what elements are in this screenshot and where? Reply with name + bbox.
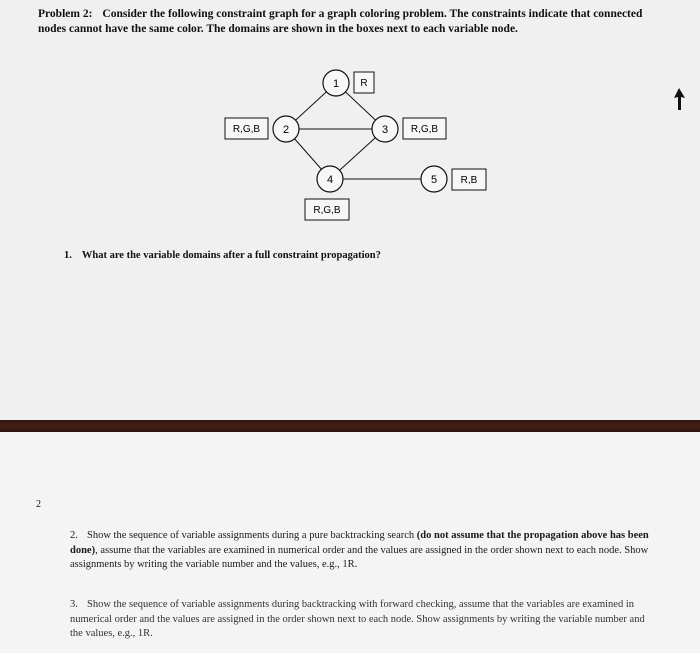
question-2-text-a: Show the sequence of variable assignments during a pure backtracking search [87,530,415,541]
node-2 [273,116,299,142]
domain-box-4 [305,199,349,220]
node-4 [317,166,343,192]
svg-text:2: 2 [282,124,290,136]
problem-text: Consider the following constraint graph for a graph coloring problem. The constraints indicate that connected nodes cannot have the same color. The domains are shown in the boxes next to each variable node. [38,8,643,35]
node-3 [372,116,398,142]
svg-text:R,G,B: R,G,B [313,205,341,216]
svg-text:R: R [360,78,368,89]
question-2-number: 2. [70,530,78,541]
page-divider [0,420,700,432]
svg-text:R,G,B: R,G,B [232,124,261,135]
question-2 [70,529,660,573]
question-3-text: Show the sequence of variable assignments during backtracking with forward checking, assume that the variables are examined in numerical order and the values are assigned in the order shown next to each node. Show assignments by writing the variable number and the values, e.g., 1R. [70,599,645,639]
svg-text:3: 3 [381,124,389,136]
page-number: 2 [36,499,41,510]
svg-text:1: 1 [332,78,340,90]
question-1-text: What are the variable domains after a full constraint propagation? [81,250,381,261]
domain-box-3 [403,118,446,139]
svg-text:R,B: R,B [460,175,478,186]
domain-box-1 [354,72,374,93]
domain-box-5 [452,169,486,190]
constraint-graph [0,0,700,240]
node-5 [421,166,447,192]
domain-box-2 [225,118,268,139]
problem-label: Problem 2: [38,8,93,20]
svg-text:R,G,B: R,G,B [410,124,439,135]
mouse-cursor-icon [673,88,689,112]
question-1 [64,250,381,261]
question-1-number: 1. [64,250,72,261]
node-1 [323,70,349,96]
question-2-bold: (do not assume that the propagation above has been done) [70,530,649,556]
svg-text:5: 5 [430,174,438,186]
question-3-number: 3. [70,599,78,610]
question-3 [70,598,660,642]
question-2-text-b: , assume that the variables are examined in numerical order and the values are assigned in the order shown next to each node. Show assignments by writing the variable number and the values, e.g., 1R. [70,544,649,570]
svg-text:4: 4 [326,174,334,186]
